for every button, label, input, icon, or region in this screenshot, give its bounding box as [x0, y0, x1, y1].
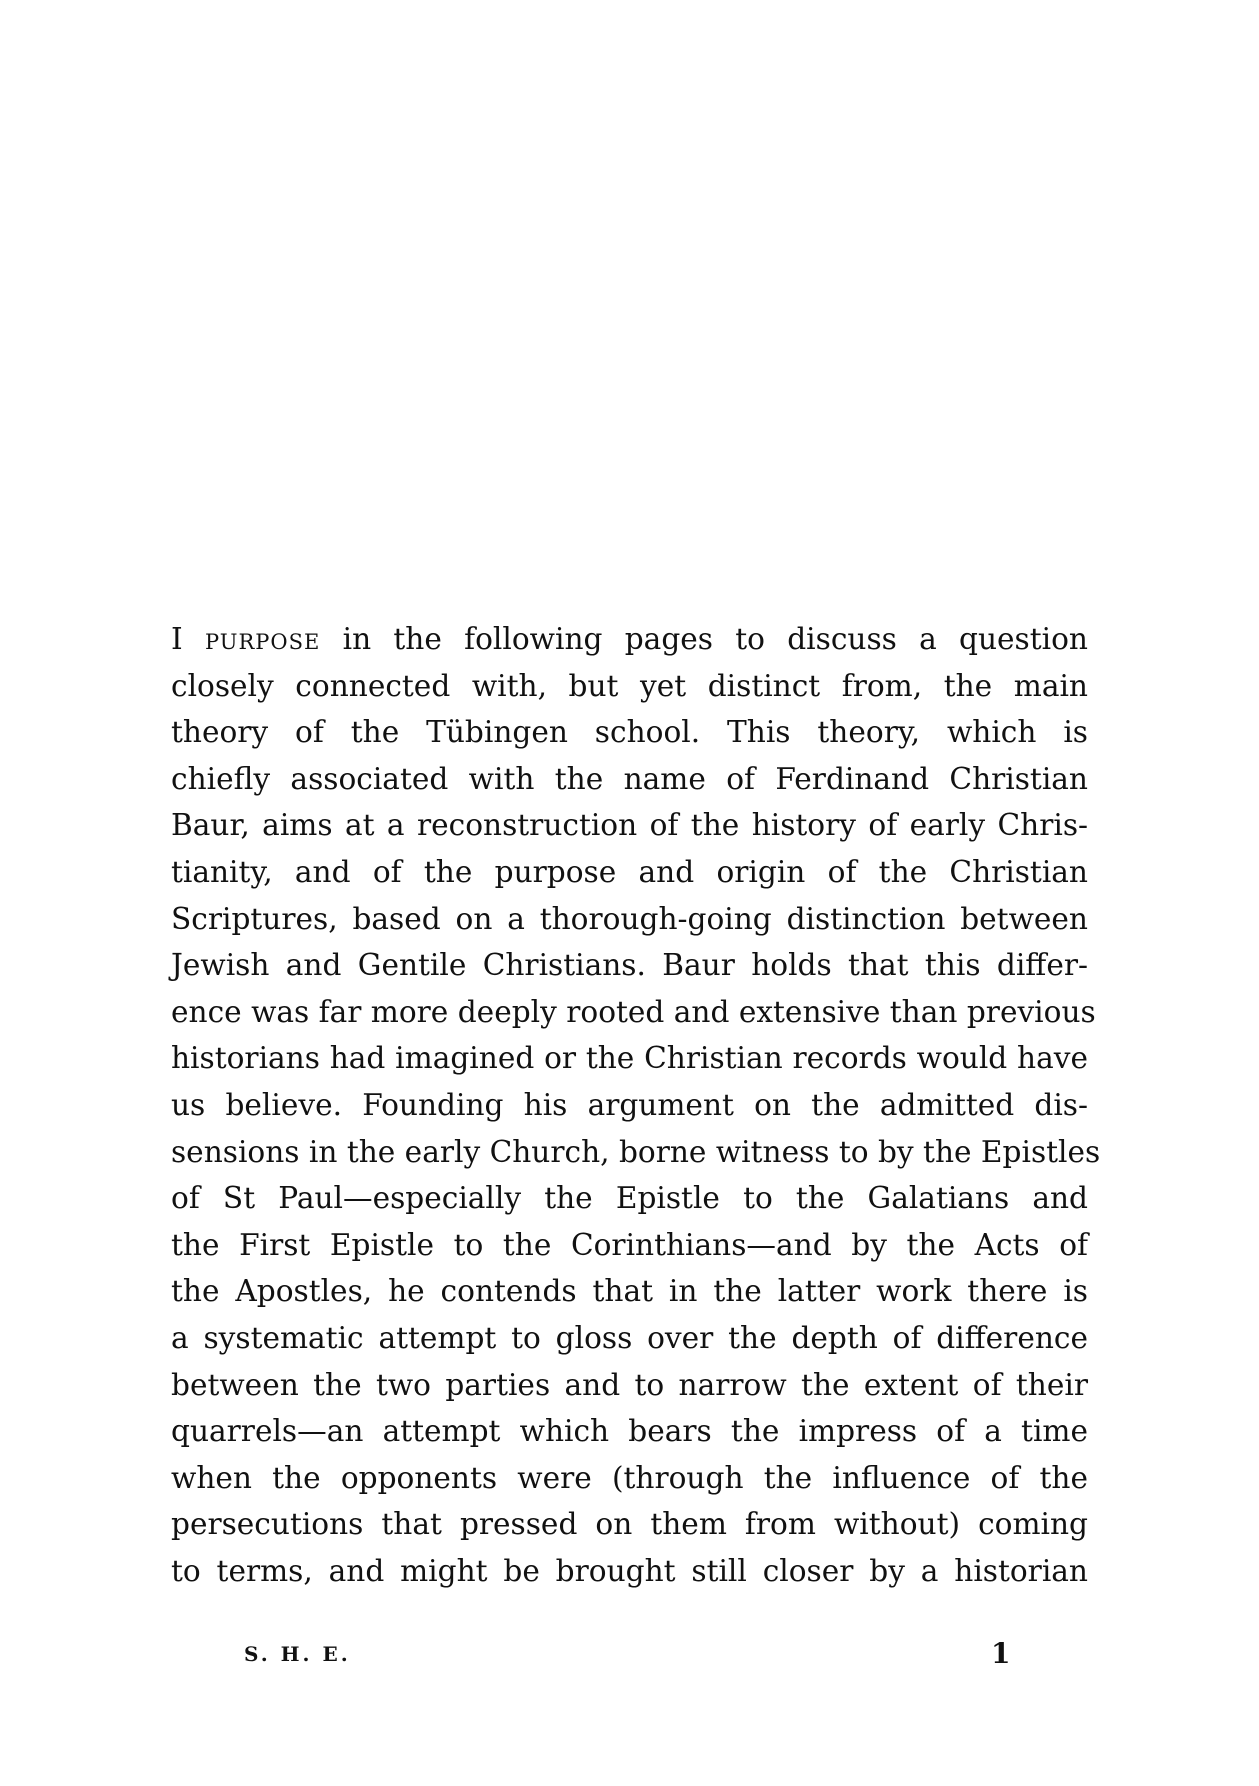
text-line-8: Jewish and Gentile Christians. Baur holds that this differ-: [171, 948, 1088, 983]
text-line-1: [171, 616, 1088, 663]
text-line-16: a systematic attempt to gloss over the depth of difference: [171, 1320, 1088, 1355]
text-line-9: ence was far more deeply rooted and extensive than previous: [171, 994, 1096, 1029]
text-line-6: tianity, and of the purpose and origin of the Christian: [171, 854, 1088, 889]
text-line-13: of St Paul—especially the Epistle to the Galatians and: [171, 1181, 1088, 1216]
text-line-21: to terms, and might be brought still closer by a historian: [171, 1553, 1088, 1588]
text-line-10: historians had imagined or the Christian records would have: [171, 1041, 1088, 1076]
text-line-15: the Apostles, he contends that in the latter work there is: [171, 1274, 1088, 1309]
text-line-5: Baur, aims at a reconstruction of the history of early Chris-: [171, 808, 1088, 843]
signature-mark: S. H. E.: [244, 1642, 351, 1666]
text-line-11: us believe. Founding his argument on the admitted dis-: [171, 1087, 1088, 1122]
text-line-3: theory of the Tübingen school. This theory, which is: [171, 715, 1088, 750]
text-line-19: when the opponents were (through the influence of the: [171, 1460, 1088, 1495]
page-footer: [0, 1634, 1259, 1674]
text-line-12: sensions in the early Church, borne witness to by the Epistles: [171, 1134, 1101, 1169]
text-line-18: quarrels—an attempt which bears the impress of a time: [171, 1414, 1088, 1449]
text-line-4: chiefly associated with the name of Ferdinand Christian: [171, 761, 1088, 796]
page-number: 1: [991, 1637, 1011, 1670]
text-line-1-rest: in the following pages to discuss a question: [342, 622, 1088, 656]
text-line-2: closely connected with, but yet distinct from, the main: [171, 668, 1088, 703]
opening-word: I: [171, 622, 183, 656]
text-line-20: persecutions that pressed on them from without) coming: [171, 1507, 1088, 1542]
opening-smallcaps: purpose: [204, 622, 321, 656]
body-paragraph: [171, 616, 1101, 1594]
text-line-14: the First Epistle to the Corinthians—and by the Acts of: [171, 1227, 1088, 1262]
text-line-17: between the two parties and to narrow the extent of their: [171, 1367, 1088, 1402]
text-line-7: Scriptures, based on a thorough-going distinction between: [171, 901, 1088, 936]
